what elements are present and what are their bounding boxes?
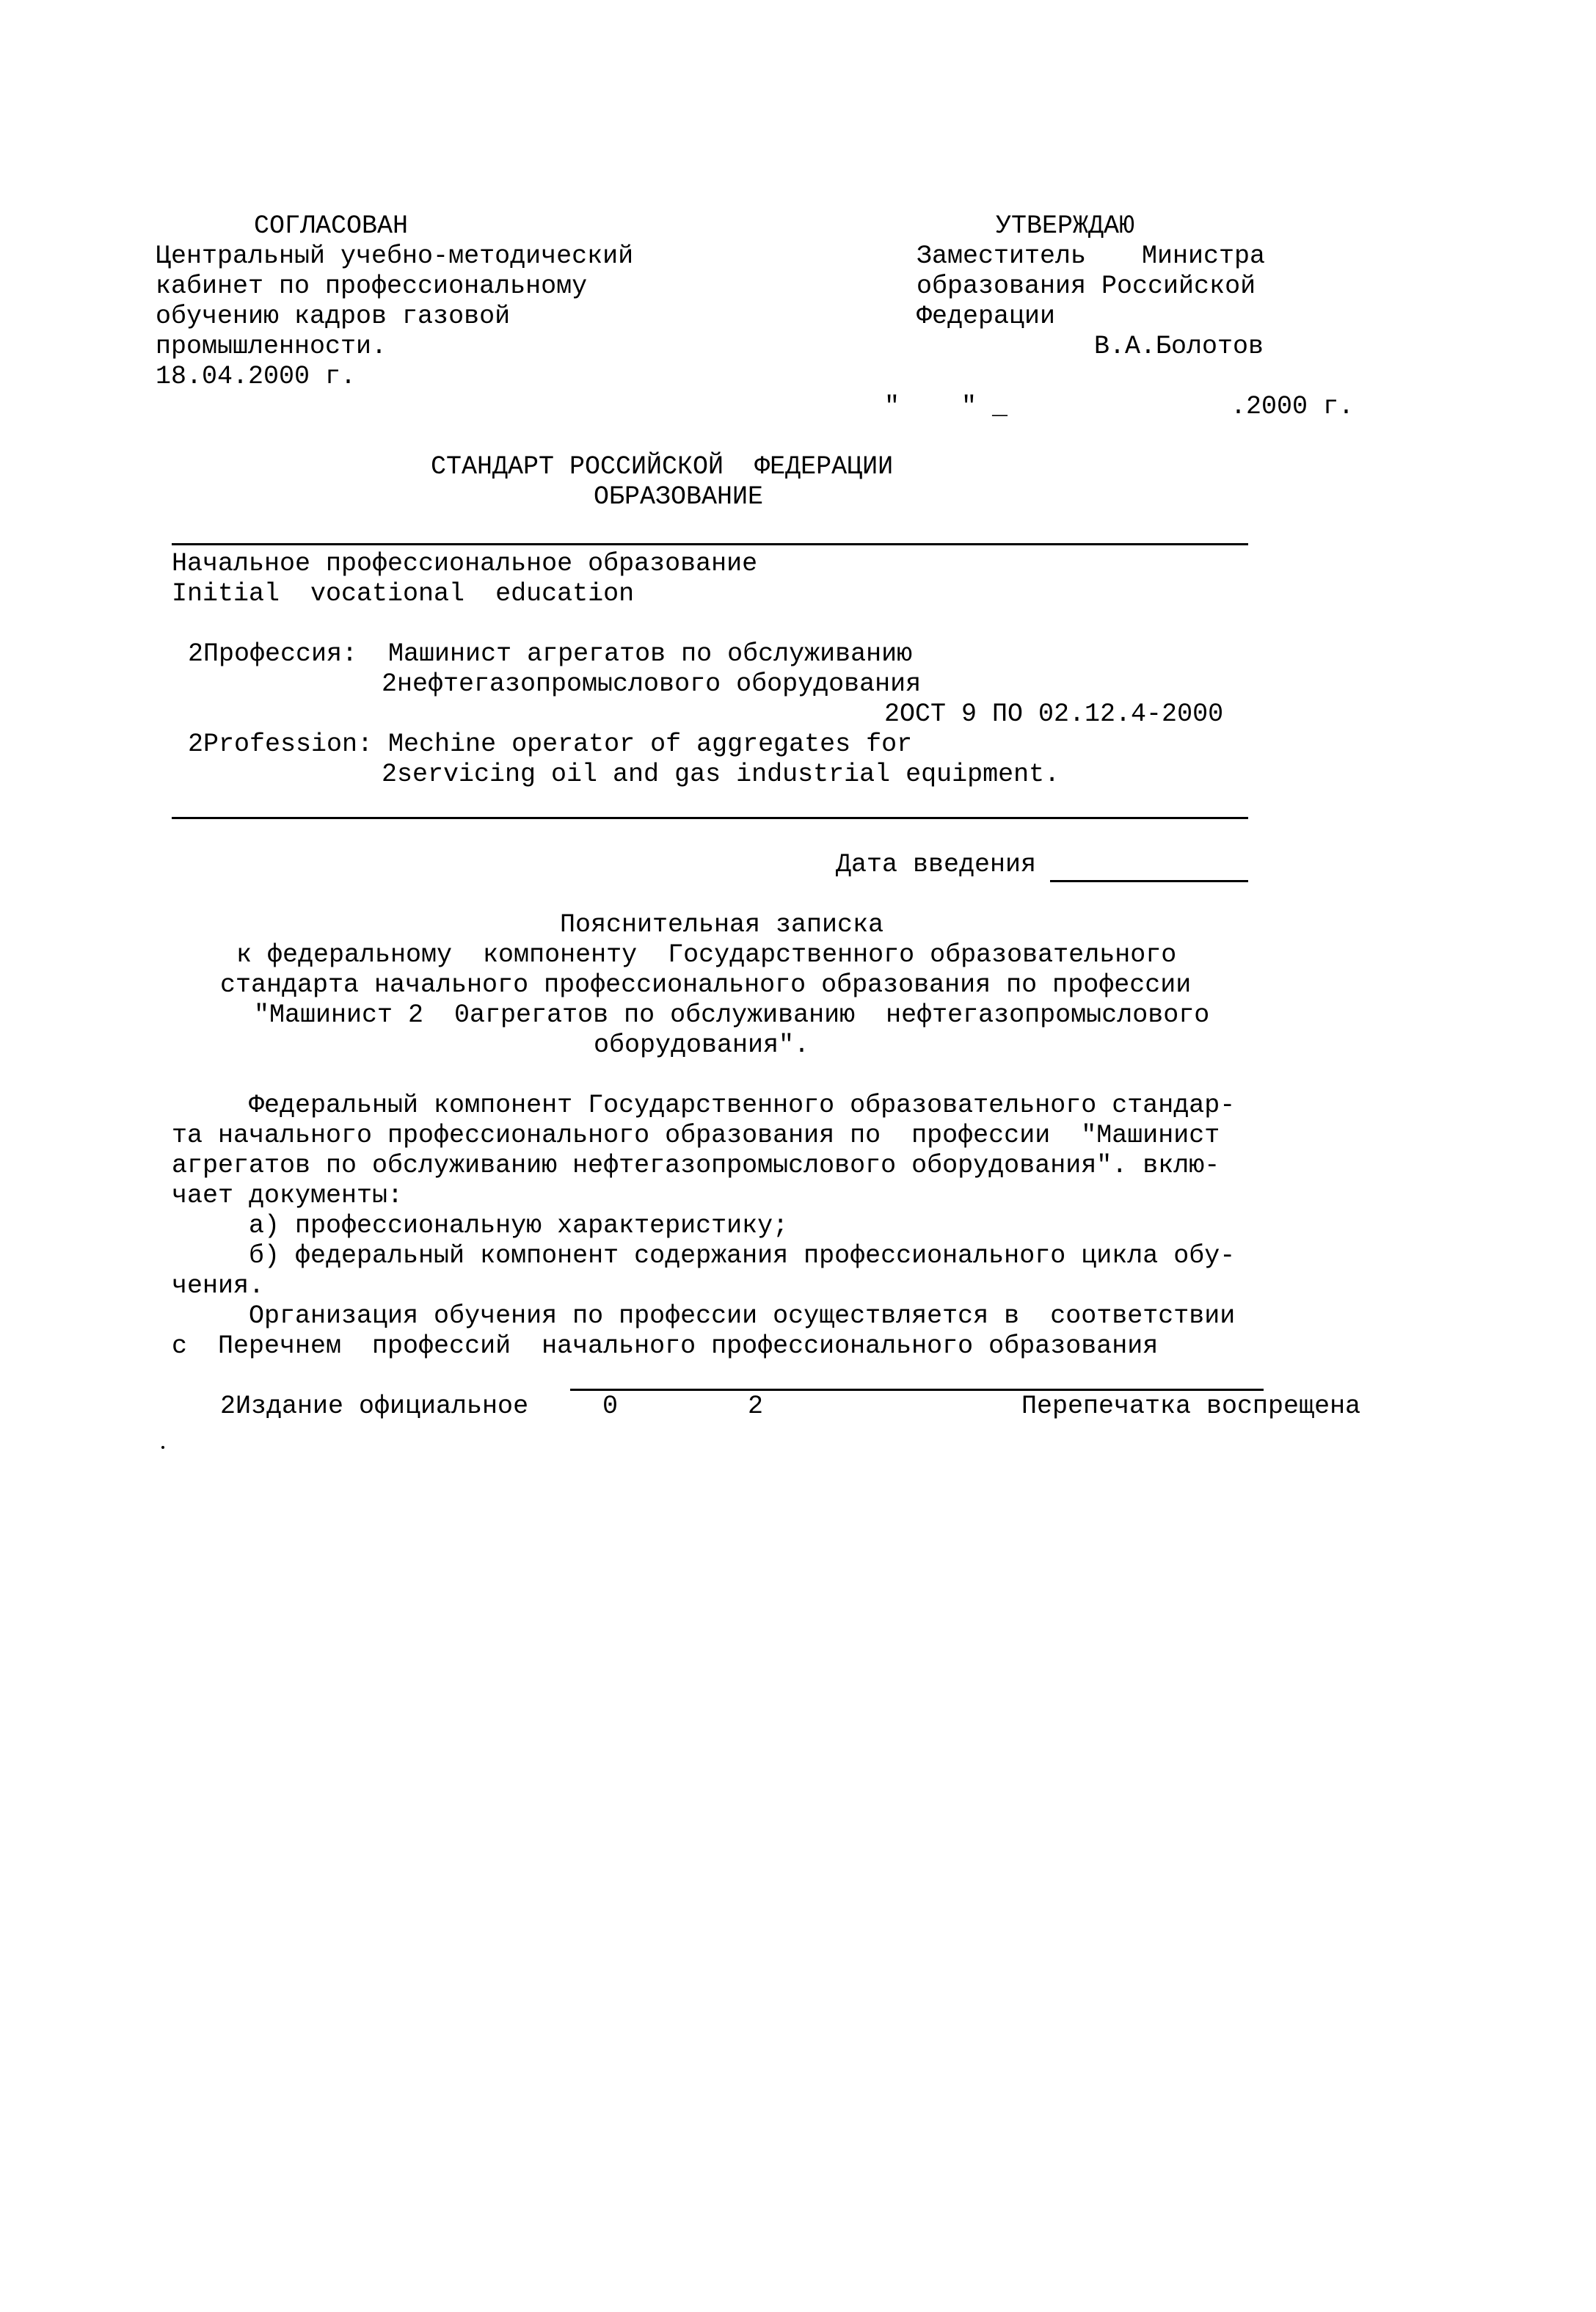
body-line: та начального профессионального образования по профессии "Машинист [172, 1121, 1220, 1150]
body-line: б) федеральный компонент содержания профессионального цикла обу- [172, 1241, 1236, 1270]
document-title: СТАНДАРТ РОССИЙСКОЙ ФЕДЕРАЦИИ [431, 452, 894, 481]
stray-dot-mark [161, 1446, 164, 1449]
approval-date-year: .2000 г. [1231, 392, 1355, 421]
intro-date-label: Дата введения [836, 850, 1037, 879]
note-title: Пояснительная записка [560, 910, 884, 939]
footer-reprint-notice: Перепечатка воспрещена [1021, 1392, 1361, 1421]
approval-left-line: кабинет по профессиональному [156, 272, 588, 301]
note-line: стандарта начального профессионального образования по профессии [220, 970, 1192, 1000]
footer-page-number: 2 [748, 1392, 764, 1421]
profession-en-cont: 2servicing oil and gas industrial equipment. [382, 760, 1060, 789]
body-line: чает документы: [172, 1181, 404, 1210]
body-line: с Перечнем профессий начального профессионального образования [172, 1331, 1159, 1361]
note-line: оборудования". [594, 1030, 810, 1060]
approval-right-line: Федерации [917, 302, 1056, 331]
divider-bottom [172, 817, 1248, 819]
approval-right-line: Заместитель [917, 241, 1087, 271]
profession-en: 2Profession: Mechine operator of aggregates for [188, 730, 913, 759]
body-line: агрегатов по обслуживанию нефтегазопромыслового оборудования". вклю- [172, 1151, 1220, 1180]
standard-name-en: Initial vocational education [172, 579, 635, 608]
standard-code: 2ОСТ 9 ПО 02.12.4-2000 [884, 699, 1224, 729]
body-line: Организация обучения по профессии осуществляется в соответствии [172, 1301, 1236, 1331]
approval-date-quotes: " " _ [884, 392, 1008, 421]
body-line: чения. [172, 1271, 265, 1301]
footer-edition: 2Издание официальное [220, 1392, 529, 1421]
body-line: а) профессиональную характеристику; [172, 1211, 789, 1240]
approval-left-line: Центральный учебно-методический [156, 241, 634, 271]
approval-right-line: образования Российской [917, 272, 1256, 301]
document-subtitle: ОБРАЗОВАНИЕ [594, 482, 764, 512]
profession-ru-cont: 2нефтегазопромыслового оборудования [382, 669, 922, 699]
approval-left-heading: СОГЛАСОВАН [254, 211, 409, 241]
note-line: к федеральному компоненту Государственного образовательного [236, 940, 1177, 970]
body-line: Федеральный компонент Государственного образовательного стандар- [172, 1091, 1236, 1120]
approval-left-line: обучению кадров газовой [156, 302, 511, 331]
intro-date-blank [1050, 880, 1248, 882]
footer-rule [570, 1389, 1264, 1391]
standard-name-ru: Начальное профессиональное образование [172, 549, 758, 578]
approval-left-line: промышленности. [156, 332, 387, 361]
approval-right-line: Министра [1142, 241, 1266, 271]
divider-top [172, 543, 1248, 545]
approval-right-heading: УТВЕРЖДАЮ [996, 211, 1135, 241]
note-line: "Машинист 2 0агрегатов по обслуживанию нефтегазопромыслового [254, 1000, 1210, 1030]
approval-right-signatory: В.А.Болотов [1094, 332, 1264, 361]
approval-left-date: 18.04.2000 г. [156, 362, 357, 391]
profession-ru: 2Профессия: Машинист агрегатов по обслуживанию [188, 639, 913, 669]
footer-number: 0 [602, 1392, 619, 1421]
